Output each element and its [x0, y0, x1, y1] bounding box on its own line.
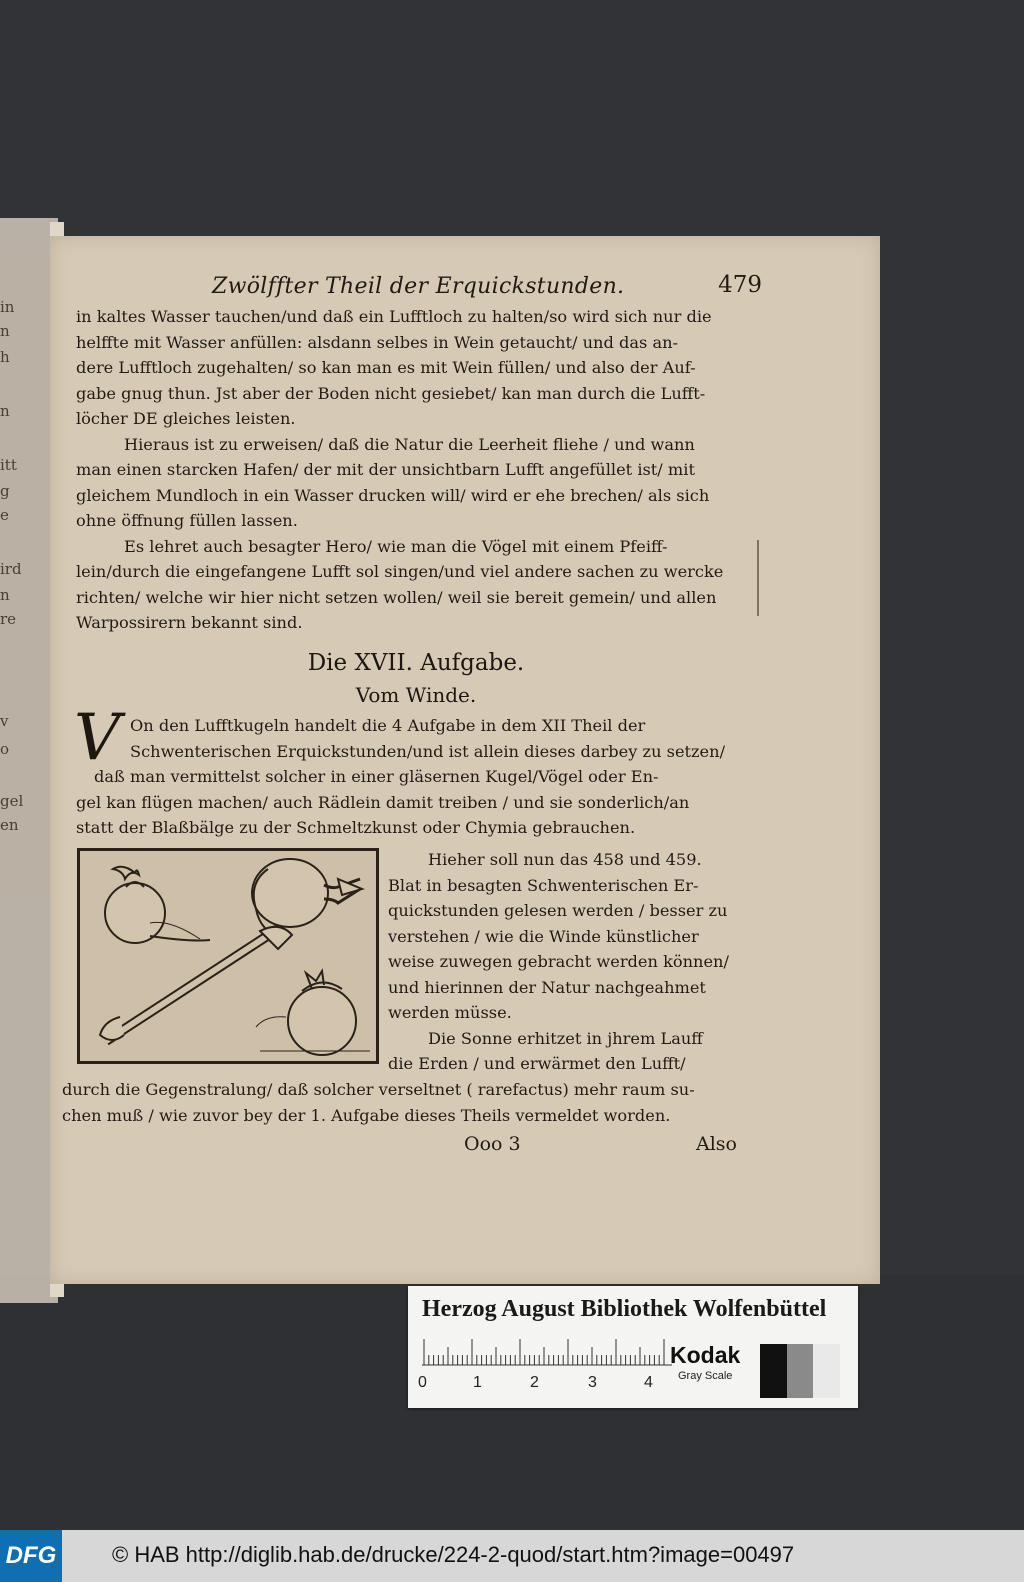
facing-fragment: itt — [0, 456, 17, 474]
ruler-number: 3 — [588, 1374, 597, 1391]
credit-url[interactable]: © HAB http://diglib.hab.de/drucke/224-2-quod/start.htm?image=00497 — [112, 1542, 795, 1567]
text-line: weise zuwegen gebracht werden können/ — [388, 952, 729, 971]
facing-fragment: g — [0, 482, 10, 500]
facing-fragment: n — [0, 322, 10, 340]
facing-fragment: h — [0, 348, 10, 366]
text-line: und hierinnen der Natur nachgeahmet — [388, 977, 706, 997]
ruler-scale — [422, 1336, 672, 1366]
margin-rule — [757, 540, 759, 616]
text-line: Hieher soll nun das 458 und 459. — [428, 850, 702, 869]
running-head — [212, 268, 762, 306]
text-line: ohne öffnung füllen lassen. — [76, 511, 298, 530]
gray-patch-mid — [787, 1344, 814, 1398]
text-line: lein/durch die eingefangene Lufft sol singen/und viel andere sachen zu wercke — [76, 562, 724, 581]
text-block-bottom — [62, 1077, 756, 1128]
signature-mark: Ooo 3 — [464, 1133, 521, 1155]
catchword: Also — [696, 1133, 737, 1155]
text-line: dere Lufftloch zugehalten/ so kan man es mit Wein füllen/ und also der Auf- — [76, 358, 696, 377]
text-line: durch die Gegenstralung/ daß solcher verseltnet ( rarefactus) mehr raum su- — [62, 1080, 695, 1099]
wind-pipe-woodcut — [80, 851, 376, 1061]
gray-patch-light — [813, 1344, 840, 1398]
running-title: Zwölffter Theil der Erquickstunden. — [212, 274, 625, 299]
page-number: 479 — [718, 272, 762, 298]
text-line: die Erden / und erwärmet den Lufft/ — [388, 1054, 686, 1073]
text-line: chen muß / wie zuvor bey der 1. Aufgabe dieses Theils vermeldet worden. — [62, 1105, 671, 1125]
text-line: On den Lufftkugeln handelt die 4 Aufgabe in dem XII Theil der — [130, 716, 646, 735]
text-line: richten/ welche wir hier nicht setzen wollen/ weil sie bereit gemein/ und allen — [76, 587, 717, 607]
ruler-number: 2 — [530, 1374, 539, 1391]
text-line: Warpossirern bekannt sind. — [76, 613, 303, 632]
text-line: helffte mit Wasser anfüllen: alsdann selbes in Wein getaucht/ und das an- — [76, 332, 678, 352]
text-line: Die Sonne erhitzet in jhrem Lauff — [428, 1028, 703, 1048]
text-line: Hieraus ist zu erweisen/ daß die Natur die Leerheit fliehe / und wann — [124, 434, 695, 454]
woodcut-illustration — [77, 848, 379, 1064]
drop-capital: V — [74, 701, 121, 775]
text-block-top — [76, 304, 756, 636]
text-line: Es lehret auch besagter Hero/ wie man die Vögel mit einem Pfeiff- — [124, 536, 668, 556]
facing-fragment: e — [0, 506, 9, 524]
gray-scale-label: Gray Scale — [678, 1370, 733, 1382]
text-line: löcher DE gleiches leisten. — [76, 409, 296, 428]
color-reference-card — [408, 1286, 858, 1408]
text-line: gabe gnug thun. Jst aber der Boden nicht gesiebet/ kan man durch die Lufft- — [76, 383, 706, 403]
section-subheading: Vom Winde. — [355, 683, 477, 707]
facing-fragment: en — [0, 816, 19, 834]
facing-fragment: in — [0, 298, 15, 316]
facing-fragment: o — [0, 740, 10, 758]
gray-patch-black — [760, 1344, 787, 1398]
text-line: statt der Blaßbälge zu der Schmeltzkunst oder Chymia gebrauchen. — [76, 818, 636, 837]
kodak-logo: Kodak — [670, 1342, 741, 1368]
text-line: Blat in besagten Schwenterischen Er- — [388, 875, 699, 895]
facing-fragment: ird — [0, 560, 22, 578]
gray-patches — [760, 1344, 840, 1398]
facing-fragment: n — [0, 586, 10, 604]
library-name: Herzog August Bibliothek Wolfenbüttel — [422, 1296, 827, 1322]
text-line: man einen starcken Hafen/ der mit der unsichtbarn Lufft angefüllet ist/ mit — [76, 460, 695, 479]
section-heading: Die XVII. Aufgabe. — [307, 650, 525, 676]
text-line: gleichem Mundloch in ein Wasser drucken will/ wird er ehe brechen/ als sich — [76, 485, 710, 505]
text-line: werden müsse. — [388, 1003, 512, 1022]
ruler-number: 4 — [644, 1374, 653, 1391]
ruler-number: 1 — [473, 1374, 482, 1391]
text-line: quickstunden gelesen werden / besser zu — [388, 901, 728, 920]
text-line: gel kan flügen machen/ auch Rädlein damit treiben / und sie sonderlich/an — [76, 792, 690, 812]
facing-fragment: re — [0, 610, 17, 628]
text-line: verstehen / wie die Winde künstlicher — [388, 926, 699, 946]
footer-bar — [0, 1530, 1024, 1582]
text-line: Schwenterischen Erquickstunden/und ist allein dieses darbey zu setzen/ — [130, 741, 726, 761]
ruler-number: 0 — [418, 1374, 427, 1391]
facing-fragment: gel — [0, 792, 24, 810]
text-block-section — [76, 713, 756, 841]
facing-fragment: n — [0, 402, 10, 420]
dfg-logo: DFG — [0, 1530, 62, 1582]
text-block-right-of-figure — [388, 847, 758, 1077]
facing-fragment: v — [0, 712, 9, 730]
text-line: in kaltes Wasser tauchen/und daß ein Lufftloch zu halten/so wird sich nur die — [76, 307, 712, 326]
text-line: daß man vermittelst solcher in einer gläsernen Kugel/Vögel oder En- — [94, 767, 659, 786]
